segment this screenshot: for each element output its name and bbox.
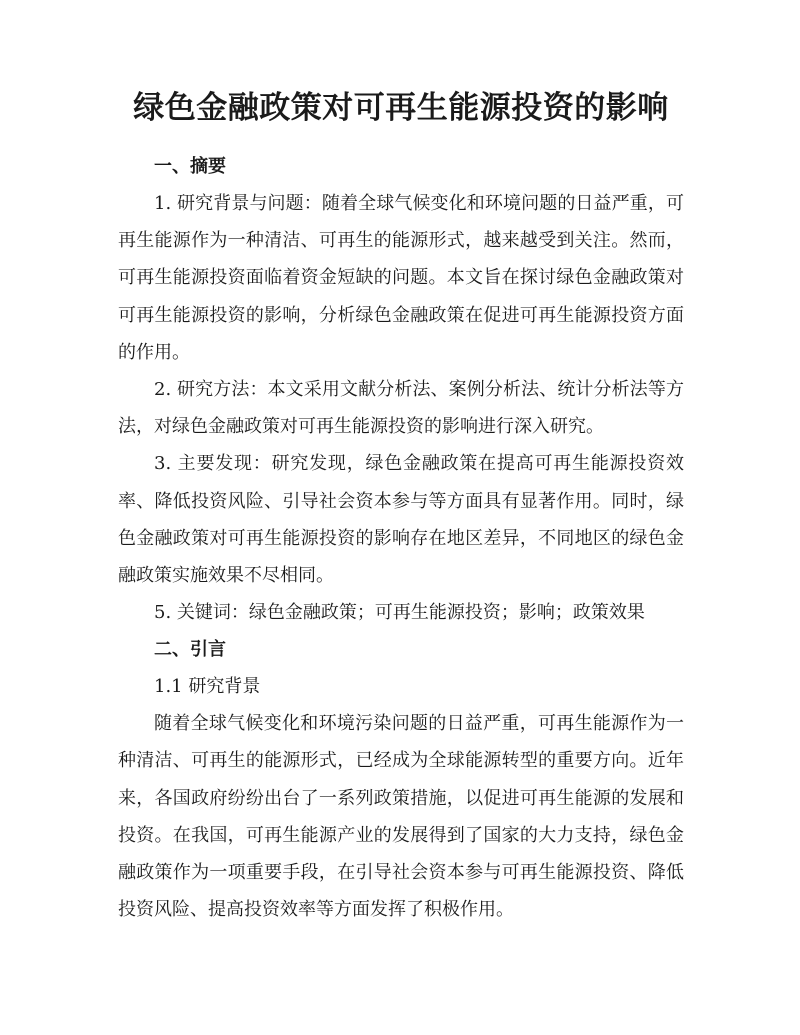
research-background-subheading: 1.1 研究背景 [154,676,261,698]
abstract-heading: 一、摘要 [154,156,226,177]
introduction-heading: 二、引言 [154,639,226,661]
research-background-paragraph: 随着全球气候变化和环境污染问题的日益严重，可再生能源作为一种清洁、可再生的能源形式，已经成为全球能源转型的重要方向。近年来，各国政府纷纷出台了一系列政策措施，以促进可再生能源的发展和投资。在我国，可再生能源产业的发展得到了国家的大力支持，绿色金融政策作为一项重要手段，在引导社会资本参与可再生能源投资、降低投资风险、提高投资效率等方面发挥了积极作用。 [118,713,684,921]
abstract-item-methods: 2. 研究方法：本文采用文献分析法、案例分析法、统计分析法等方法，对绿色金融政策对可再生能源投资的影响进行深入研究。 [118,379,684,438]
document-title: 绿色金融政策对可再生能源投资的影响 [133,90,669,126]
abstract-item-background: 1. 研究背景与问题：随着全球气候变化和环境问题的日益严重，可再生能源作为一种清洁、可再生的能源形式，越来越受到关注。然而，可再生能源投资面临着资金短缺的问题。本文旨在探讨绿色金融政策对可再生能源投资的影响，分析绿色金融政策在促进可再生能源投资方面的作用。 [118,193,684,363]
abstract-item-findings: 3. 主要发现：研究发现，绿色金融政策在提高可再生能源投资效率、降低投资风险、引导社会资本参与等方面具有显著作用。同时，绿色金融政策对可再生能源投资的影响存在地区差异，不同地区的绿色金融政策实施效果不尽相同。 [118,453,684,587]
abstract-item-keywords: 5. 关键词：绿色金融政策；可再生能源投资；影响；政策效果 [154,602,645,624]
